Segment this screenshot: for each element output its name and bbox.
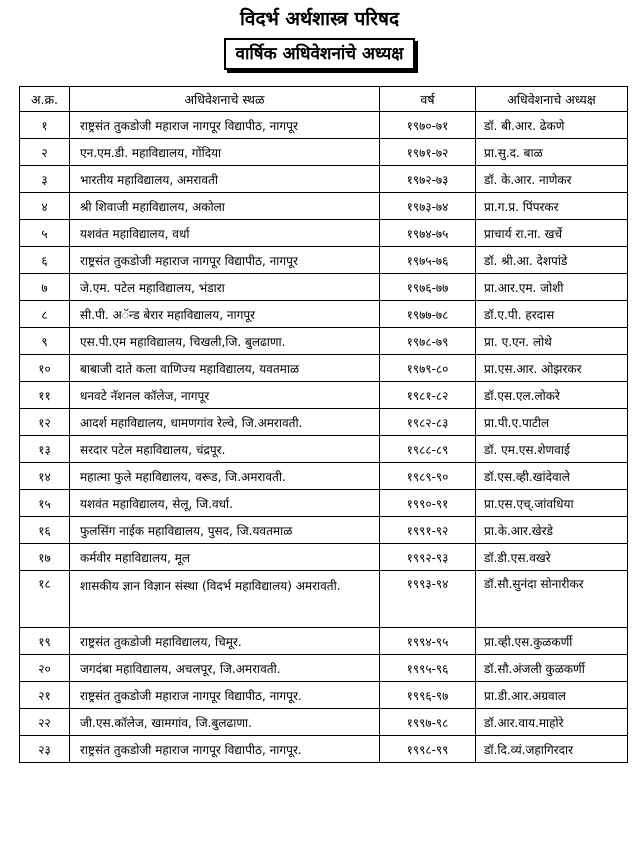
table-row [20, 193, 628, 220]
cell-serial: ४ [20, 193, 70, 220]
cell-serial: १८ [20, 571, 70, 628]
header-row [20, 87, 628, 112]
cell-year: १९७२-७३ [380, 166, 476, 193]
cell-year: १९९३-९४ [380, 571, 476, 628]
cell-president: प्रा. ए.एन. लोथे [476, 328, 628, 355]
table-row [20, 736, 628, 763]
presidents-table [19, 86, 628, 763]
table-row [20, 409, 628, 436]
cell-serial: २१ [20, 682, 70, 709]
table-row [20, 628, 628, 655]
cell-serial: ७ [20, 274, 70, 301]
cell-year: १९९५-९६ [380, 655, 476, 682]
column-header-serial: अ.क्र. [20, 87, 70, 112]
cell-president: प्रा.के.आर.खेरडे [476, 517, 628, 544]
table-row [20, 436, 628, 463]
cell-year: १९७०-७१ [380, 112, 476, 139]
document-subtitle: वार्षिक अधिवेशनांचे अध्यक्ष [224, 38, 416, 70]
cell-president: डॉ.सौ.सुनंदा सोनारीकर [476, 571, 628, 628]
table-row [20, 166, 628, 193]
cell-year: १९७६-७७ [380, 274, 476, 301]
cell-venue: राष्ट्रसंत तुकडोजी महाविद्यालय, चिमूर. [70, 628, 380, 655]
cell-president: डॉ.दि.व्यं.जहागिरदार [476, 736, 628, 763]
cell-president: डॉ.ए.पी. हरदास [476, 301, 628, 328]
cell-president: डॉ.आर.वाय.माहोरे [476, 709, 628, 736]
table-row [20, 571, 628, 628]
table-row [20, 247, 628, 274]
cell-venue: जे.एम. पटेल महाविद्यालय, भंडारा [70, 274, 380, 301]
cell-venue: राष्ट्रसंत तुकडोजी महाराज नागपूर विद्यापीठ, नागपूर [70, 112, 380, 139]
cell-president: प्रा.सु.द. बाळ [476, 139, 628, 166]
cell-president: डॉ. बी.आर. ढेकणे [476, 112, 628, 139]
table-row [20, 274, 628, 301]
subtitle-container [0, 38, 639, 70]
cell-venue: कर्मवीर महाविद्यालय, मूल [70, 544, 380, 571]
table-row [20, 490, 628, 517]
cell-serial: १ [20, 112, 70, 139]
cell-president: डॉ. एम.एस.शेणवाई [476, 436, 628, 463]
cell-president: डॉ. श्री.आ. देशपांडे [476, 247, 628, 274]
cell-year: १९९७-९८ [380, 709, 476, 736]
cell-year: १९९०-९१ [380, 490, 476, 517]
cell-serial: २३ [20, 736, 70, 763]
document-title: विदर्भ अर्थशास्त्र परिषद [239, 8, 400, 30]
cell-venue: राष्ट्रसंत तुकडोजी महाराज नागपूर विद्यापीठ, नागपूर [70, 247, 380, 274]
cell-venue: सरदार पटेल महाविद्यालय, चंद्रपूर. [70, 436, 380, 463]
cell-president: प्रा.डी.आर.अग्रवाल [476, 682, 628, 709]
cell-serial: ९ [20, 328, 70, 355]
cell-serial: ८ [20, 301, 70, 328]
cell-president: प्रा.आर.एम. जोशी [476, 274, 628, 301]
cell-president: प्रा.व्ही.एस.कुळकर्णी [476, 628, 628, 655]
table-row [20, 709, 628, 736]
cell-venue: यशवंत महाविद्यालय, वर्धा [70, 220, 380, 247]
cell-venue: राष्ट्रसंत तुकडोजी महाराज नागपूर विद्यापीठ, नागपूर. [70, 736, 380, 763]
cell-serial: १७ [20, 544, 70, 571]
cell-serial: १० [20, 355, 70, 382]
cell-serial: १६ [20, 517, 70, 544]
table-row [20, 463, 628, 490]
cell-serial: ५ [20, 220, 70, 247]
cell-serial: १४ [20, 463, 70, 490]
cell-serial: १९ [20, 628, 70, 655]
cell-president: प्रा.ग.प्र. पिंपरकर [476, 193, 628, 220]
column-header-venue: अधिवेशनाचे स्थळ [70, 87, 380, 112]
cell-serial: ६ [20, 247, 70, 274]
table-row [20, 517, 628, 544]
table-body [20, 112, 628, 763]
cell-venue: यशवंत महाविद्यालय, सेलू, जि.वर्धा. [70, 490, 380, 517]
cell-president: डॉ. के.आर. नाणेकर [476, 166, 628, 193]
cell-year: १९८८-८९ [380, 436, 476, 463]
cell-year: १९८१-८२ [380, 382, 476, 409]
cell-year: १९७९-८० [380, 355, 476, 382]
cell-venue: बाबाजी दाते कला वाणिज्य महाविद्यालय, यवतमाळ [70, 355, 380, 382]
cell-venue: महात्मा फुले महाविद्यालय, वरूड, जि.अमरावती. [70, 463, 380, 490]
cell-serial: २ [20, 139, 70, 166]
cell-president: डॉ.एस.व्ही.खांदेवाले [476, 463, 628, 490]
cell-venue: जी.एस.कॉलेज, खामगांव, जि.बुलढाणा. [70, 709, 380, 736]
cell-year: १९९२-९३ [380, 544, 476, 571]
cell-president: प्रा.एस.आर. ओझरकर [476, 355, 628, 382]
cell-venue: एस.पी.एम महाविद्यालय, चिखली,जि. बुलढाणा. [70, 328, 380, 355]
cell-year: १९८२-८३ [380, 409, 476, 436]
column-header-year: वर्ष [380, 87, 476, 112]
cell-venue: फुलसिंग नाईक महाविद्यालय, पुसद, जि.यवतमाळ [70, 517, 380, 544]
cell-year: १९७१-७२ [380, 139, 476, 166]
cell-year: १९९६-९७ [380, 682, 476, 709]
cell-president: डॉ.सौ.अंजली कुळकर्णी [476, 655, 628, 682]
column-header-president: अधिवेशनाचे अध्यक्ष [476, 87, 628, 112]
cell-venue: आदर्श महाविद्यालय, धामणगांव रेल्वे, जि.अमरावती. [70, 409, 380, 436]
table-row [20, 682, 628, 709]
cell-president: डॉ.एस.एल.लोकरे [476, 382, 628, 409]
cell-president: प्राचार्य रा.ना. खर्चे [476, 220, 628, 247]
cell-serial: २० [20, 655, 70, 682]
table-row [20, 112, 628, 139]
cell-serial: १२ [20, 409, 70, 436]
cell-year: १९९८-९९ [380, 736, 476, 763]
cell-serial: ३ [20, 166, 70, 193]
cell-venue: सी.पी. अॅन्ड बेरार महाविद्यालय, नागपूर [70, 301, 380, 328]
cell-year: १९८९-९० [380, 463, 476, 490]
table-row [20, 655, 628, 682]
cell-serial: २२ [20, 709, 70, 736]
cell-venue: शासकीय ज्ञान विज्ञान संस्था (विदर्भ महाविद्यालय) अमरावती. [70, 571, 380, 628]
table-header [20, 87, 628, 112]
cell-venue: राष्ट्रसंत तुकडोजी महाराज नागपूर विद्यापीठ, नागपूर. [70, 682, 380, 709]
table-row [20, 328, 628, 355]
table-row [20, 220, 628, 247]
cell-year: १९७८-७९ [380, 328, 476, 355]
cell-president: प्रा.एस.एच्.जांवधिया [476, 490, 628, 517]
cell-year: १९७७-७८ [380, 301, 476, 328]
cell-serial: ११ [20, 382, 70, 409]
table-row [20, 544, 628, 571]
cell-venue: भारतीय महाविद्यालय, अमरावती [70, 166, 380, 193]
table-row [20, 139, 628, 166]
table-row [20, 301, 628, 328]
cell-year: १९७३-७४ [380, 193, 476, 220]
cell-year: १९९४-९५ [380, 628, 476, 655]
table-row [20, 355, 628, 382]
cell-year: १९७५-७६ [380, 247, 476, 274]
cell-serial: १३ [20, 436, 70, 463]
cell-president: प्रा.पी.ए.पाटील [476, 409, 628, 436]
cell-venue: श्री शिवाजी महाविद्यालय, अकोला [70, 193, 380, 220]
cell-venue: एन.एम.डी. महाविद्यालय, गोंदिया [70, 139, 380, 166]
cell-venue: धनवटे नॅशनल कॉलेज, नागपूर [70, 382, 380, 409]
cell-year: १९९१-९२ [380, 517, 476, 544]
cell-year: १९७४-७५ [380, 220, 476, 247]
table-row [20, 382, 628, 409]
cell-venue: जगदंबा महाविद्यालय, अचलपूर, जि.अमरावती. [70, 655, 380, 682]
cell-president: डॉ.डी.एस.वखरे [476, 544, 628, 571]
cell-serial: १५ [20, 490, 70, 517]
